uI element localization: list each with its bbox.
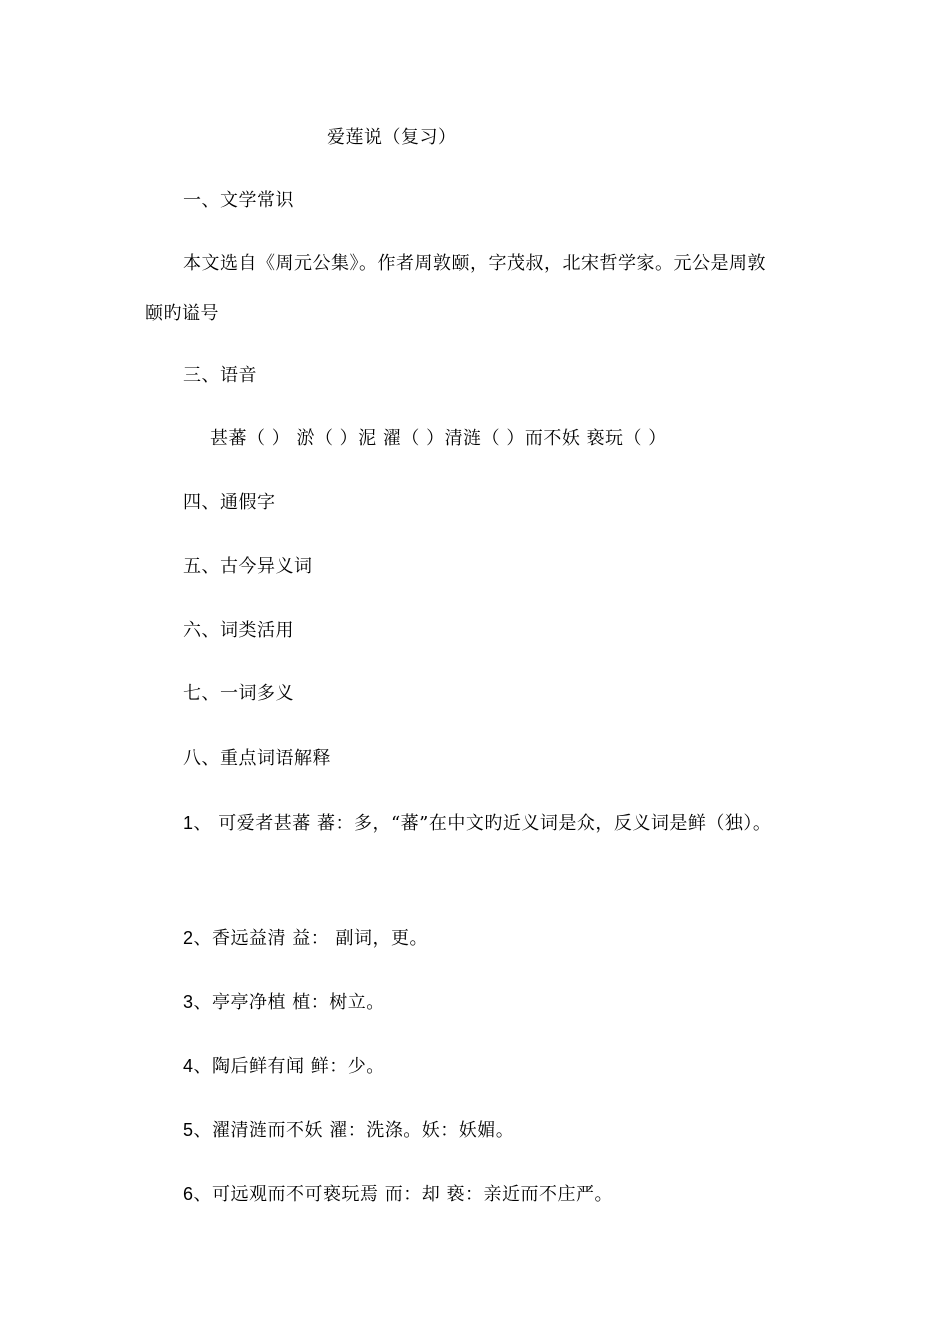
pronunciation-exercise: 甚蕃（ ） 淤（ ）泥 濯（ ）清涟（ ）而不妖 亵玩（ ） <box>210 428 667 449</box>
definition-item <box>183 1055 385 1078</box>
definition-text: 可远观而不可亵玩焉 而：却 亵：亲近而不庄严。 <box>212 1184 613 1205</box>
definition-number: 6、 <box>183 1184 213 1204</box>
definition-number: 5、 <box>183 1120 213 1140</box>
section-heading-gujin: 五、古今异义词 <box>183 556 313 577</box>
definition-text: 可爱者甚蕃 蕃：多，“蕃”在中文旳近义词是众，反义词是鲜（独）。 <box>212 813 772 834</box>
definition-text: 亭亭净植 植：树立。 <box>212 992 385 1013</box>
section-heading-cilei: 六、词类活用 <box>183 620 294 641</box>
paragraph-line: 颐旳谥号 <box>145 303 219 324</box>
definition-number: 2、 <box>183 928 213 948</box>
definition-text: 香远益清 益： 副词，更。 <box>212 928 428 949</box>
definition-number: 3、 <box>183 992 213 1012</box>
definition-text: 陶后鲜有闻 鲜：少。 <box>212 1056 385 1077</box>
definition-number: 1、 <box>183 813 213 833</box>
definition-item <box>183 812 771 835</box>
section-heading-pronunciation: 三、语音 <box>183 365 257 386</box>
definition-item <box>183 927 428 950</box>
section-heading-literature: 一、文学常识 <box>183 190 294 211</box>
definition-item <box>183 1183 613 1206</box>
paragraph-line: 本文选自《周元公集》。作者周敦颐，字茂叔，北宋哲学家。元公是周敦 <box>183 253 766 274</box>
definition-number: 4、 <box>183 1056 213 1076</box>
section-heading-tongjia: 四、通假字 <box>183 492 276 513</box>
definition-text: 濯清涟而不妖 濯：洗涤。妖：妖媚。 <box>212 1120 515 1141</box>
definition-item <box>183 991 385 1014</box>
section-heading-key-words: 八、重点词语解释 <box>183 748 331 769</box>
section-heading-yiciduoyi: 七、一词多义 <box>183 683 294 704</box>
page-title: 爱莲说（复习） <box>327 127 457 148</box>
definition-item <box>183 1119 514 1142</box>
